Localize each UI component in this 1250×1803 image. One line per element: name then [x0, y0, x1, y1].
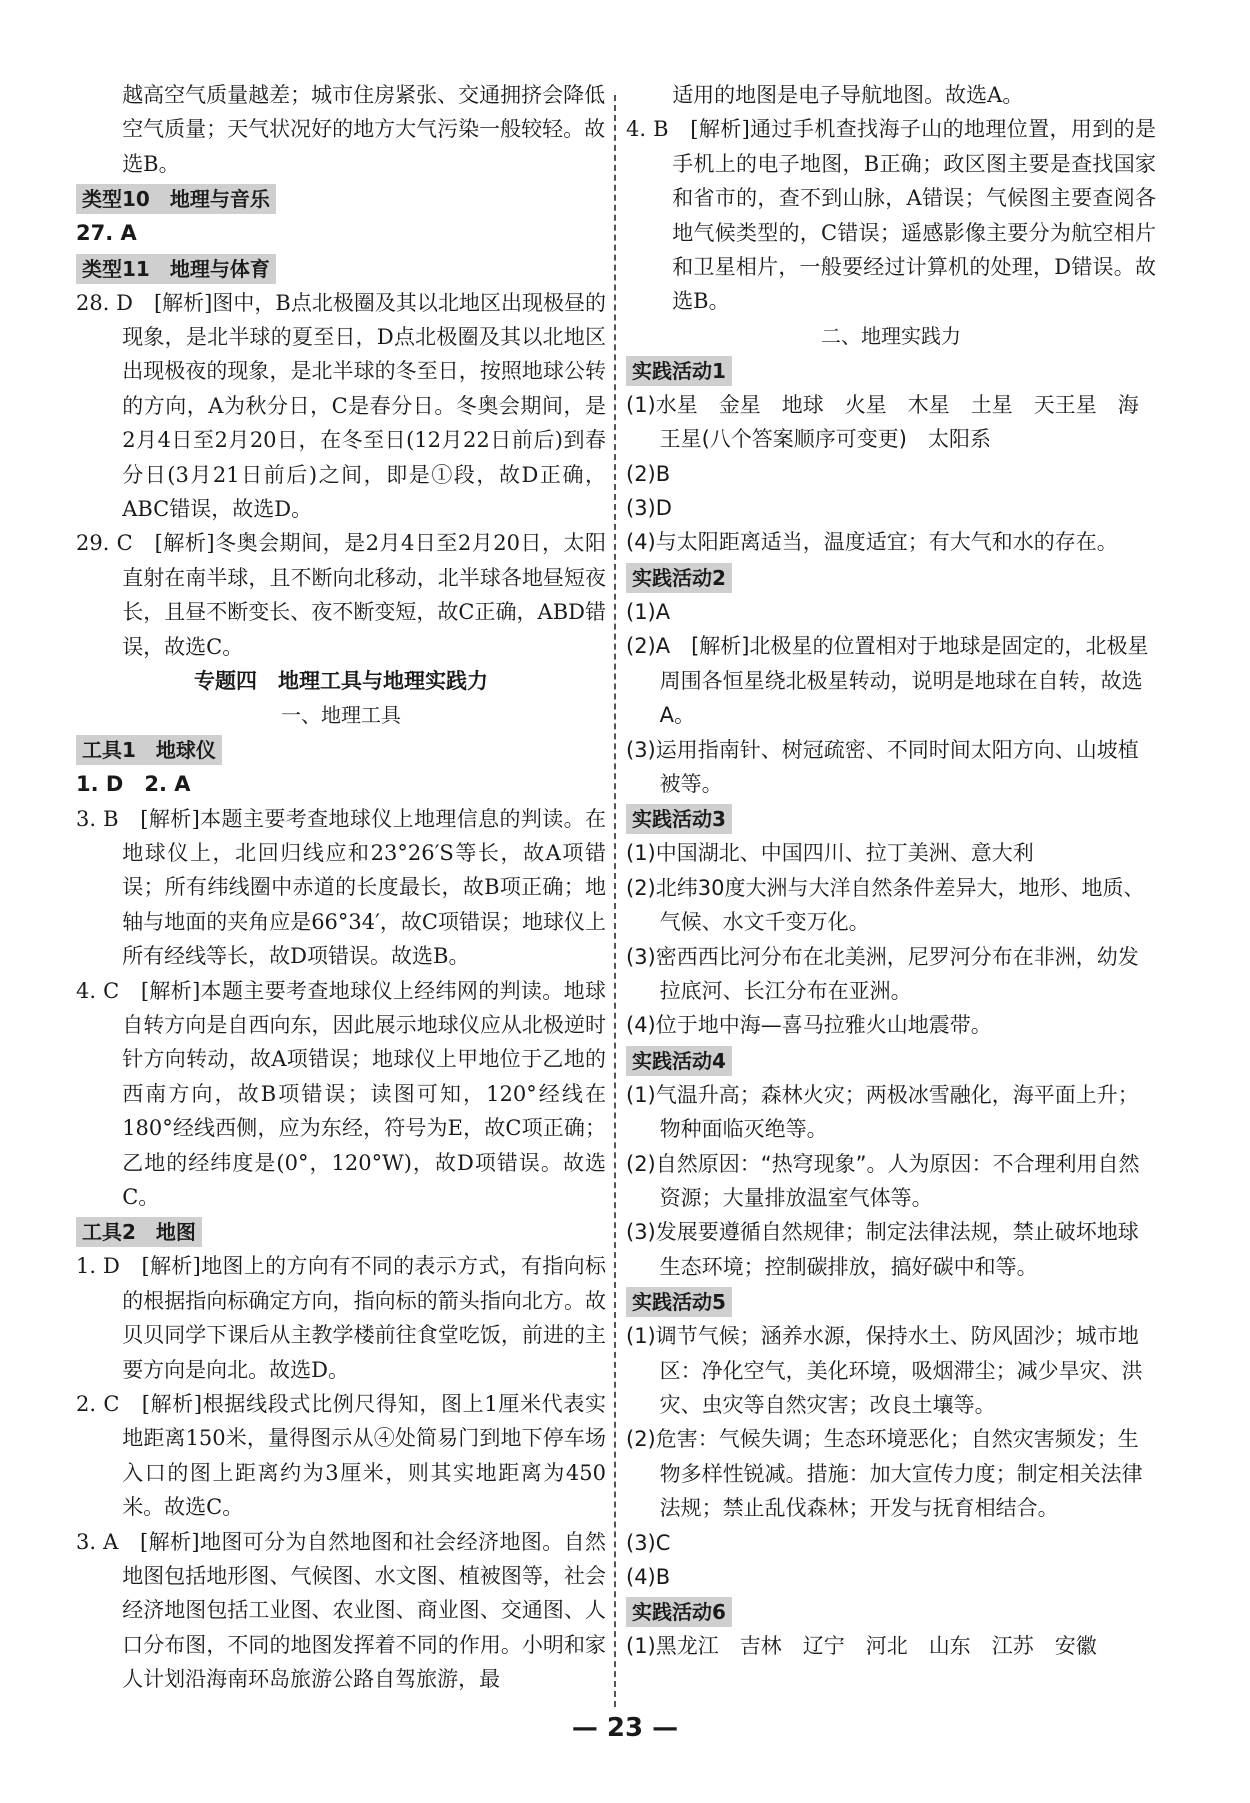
section-heading-globe: 工具1 地球仪 — [76, 735, 222, 765]
answer-27: 27. A — [76, 221, 137, 246]
left-column — [76, 78, 606, 1697]
activity-4-heading: 实践活动4 — [626, 1046, 732, 1076]
activity-6-heading: 实践活动6 — [626, 1597, 732, 1627]
activity-3-answer-3: (3)密西西比河分布在北美洲，尼罗河分布在非洲，幼发拉底河、长江分布在亚洲。 — [626, 944, 1139, 1003]
activity-3-answer-1: (1)中国湖北、中国四川、拉丁美洲、意大利 — [626, 841, 1034, 866]
activity-1-answer-4: (4)与太阳距离适当，温度适宜；有大气和水的存在。 — [626, 530, 1118, 555]
activity-2-answer-1: (1)A — [626, 599, 671, 624]
answer-28: 28. D [解析]图中，B点北极圈及其以北地区出现极昼的现象，是北半球的夏至日，D点北极圈及其以北地区出现极夜的现象，是北半球的冬至日，按照地球公转的方向，A为秋分日，C是春分日。冬奥会期间，是2月4日至2月20日，在冬至日(12月22日前后)到春分日(3月21日前后)之间，即是①段，故D正确，ABC错误，故选D。 — [76, 290, 606, 522]
answer-continuation-right: 适用的地图是电子导航地图。故选A。 — [672, 83, 1024, 107]
answer-tool2-1: 1. D [解析]地图上的方向有不同的表示方式，有指向标的根据指向标确定方向，指向标的箭头指向北方。故贝贝同学下课后从主教学楼前往食堂吃饭，前进的主要方向是向北。故选D。 — [76, 1254, 606, 1382]
activity-4-answer-1: (1)气温升高；森林火灾；两极冰雪融化，海平面上升；物种面临灭绝等。 — [626, 1082, 1139, 1142]
answer-tool1-1-2: 1. D 2. A — [76, 772, 191, 797]
section-heading-sports: 类型11 地理与体育 — [76, 254, 276, 284]
activity-1-answer-3: (3)D — [626, 496, 672, 521]
section-heading-map: 工具2 地图 — [76, 1217, 202, 1247]
activity-3-answer-2: (2)北纬30度大洲与大洋自然条件差异大，地形、地质、气候、水文千变万化。 — [626, 875, 1145, 935]
activity-3-heading: 实践活动3 — [626, 804, 732, 834]
answer-tool2-2: 2. C [解析]根据线段式比例尺得知，图上1厘米代表实地距离150米，量得图示从④处简易门到地下停车场入口的图上距离约为3厘米，则其实地距离为450米。故选C。 — [76, 1392, 606, 1520]
activity-5-answer-3: (3)C — [626, 1530, 671, 1555]
answer-tool2-3: 3. A [解析]地图可分为自然地图和社会经济地图。自然地图包括地形图、气候图、水文图、植被图等，社会经济地图包括工业图、农业图、商业图、交通图、人口分布图，不同的地图发挥着不同的作用。小明和家人计划沿海南环岛旅游公路自驾旅游，最 — [76, 1529, 606, 1692]
activity-1-heading: 实践活动1 — [626, 356, 732, 386]
activity-6-answer-1: (1)黑龙江 吉林 辽宁 河北 山东 江苏 安徽 — [626, 1634, 1097, 1659]
activity-3-answer-4: (4)位于地中海—喜马拉雅火山地震带。 — [626, 1013, 992, 1038]
page-number: — 23 — — [571, 1713, 679, 1743]
activity-5-answer-2: (2)危害：气候失调；生态环境恶化；自然灾害频发；生物多样性锐减。措施：加大宣传力度；制定相关法律法规；禁止乱伐森林；开发与抚育相结合。 — [626, 1427, 1143, 1521]
topic-subtitle: 一、地理工具 — [281, 703, 401, 728]
activity-5-answer-4: (4)B — [626, 1565, 671, 1590]
answer-tool2-4: 4. B [解析]通过手机查找海子山的地理位置，用到的是手机上的电子地图，B正确；政区图主要是查找国家和省市的，查不到山脉，A错误；气候图主要查阅各地气候类型的，C错误；遥感影像主要分为航空相片和卫星相片，一般要经过计算机的处理，D错误。故选B。 — [626, 117, 1156, 314]
answer-29: 29. C [解析]冬奥会期间，是2月4日至2月20日，太阳直射在南半球，且不断向北移动，北半球各地昼短夜长，且昼不断变长、夜不断变短，故C正确，ABD错误，故选C。 — [76, 531, 606, 659]
activity-5-answer-1: (1)调节气候；涵养水源，保持水土、防风固沙；城市地区：净化空气，美化环境，吸烟滞尘；减少旱灾、洪灾、虫灾等自然灾害；改良土壤等。 — [626, 1324, 1143, 1417]
column-divider — [614, 95, 616, 1707]
activity-2-answer-2: (2)A [解析]北极星的位置相对于地球是固定的，北极星周围各恒星绕北极星转动，说明是地球在自转，故选A。 — [626, 634, 1149, 728]
activity-2-heading: 实践活动2 — [626, 563, 732, 593]
section-heading-music: 类型10 地理与音乐 — [76, 184, 276, 214]
activity-1-answer-2: (2)B — [626, 461, 671, 486]
activity-1-answer-1: (1)水星 金星 地球 火星 木星 土星 天王星 海王星(八个答案顺序可变更) 太阳系 — [626, 392, 1139, 452]
answer-continuation: 越高空气质量越差；城市住房紧张、交通拥挤会降低空气质量；天气状况好的地方大气污染一般较轻。故选B。 — [122, 83, 606, 176]
activity-2-answer-3: (3)运用指南针、树冠疏密、不同时间太阳方向、山坡植被等。 — [626, 737, 1139, 796]
right-column — [626, 78, 1156, 1664]
activity-5-heading: 实践活动5 — [626, 1287, 732, 1317]
part-two-title: 二、地理实践力 — [821, 323, 961, 348]
activity-4-answer-2: (2)自然原因：“热穹现象”。人为原因：不合理利用自然资源；大量排放温室气体等。 — [626, 1151, 1140, 1210]
activity-4-answer-3: (3)发展要遵循自然规律；制定法律法规，禁止破坏地球生态环境；控制碳排放，搞好碳中和等。 — [626, 1220, 1139, 1279]
topic-title: 专题四 地理工具与地理实践力 — [194, 669, 488, 694]
answer-tool1-4: 4. C [解析]本题主要考查地球仪上经纬网的判读。地球自转方向是自西向东，因此展示地球仪应从北极逆时针方向转动，故A项错误；地球仪上甲地位于乙地的西南方向，故B项错误；读图可知，120°经线在180°经线西侧，应为东经，符号为E，故C项正确；乙地的经纬度是(0°，120°W)，故D项错误。故选C。 — [76, 978, 606, 1209]
answer-tool1-3: 3. B [解析]本题主要考查地球仪上地理信息的判读。在地球仪上，北回归线应和23°26′S等长，故A项错误；所有纬线圈中赤道的长度最长，故B项正确；地轴与地面的夹角应是66°34′，故C项错误；地球仪上所有经线等长，故D项错误。故选B。 — [76, 806, 606, 969]
